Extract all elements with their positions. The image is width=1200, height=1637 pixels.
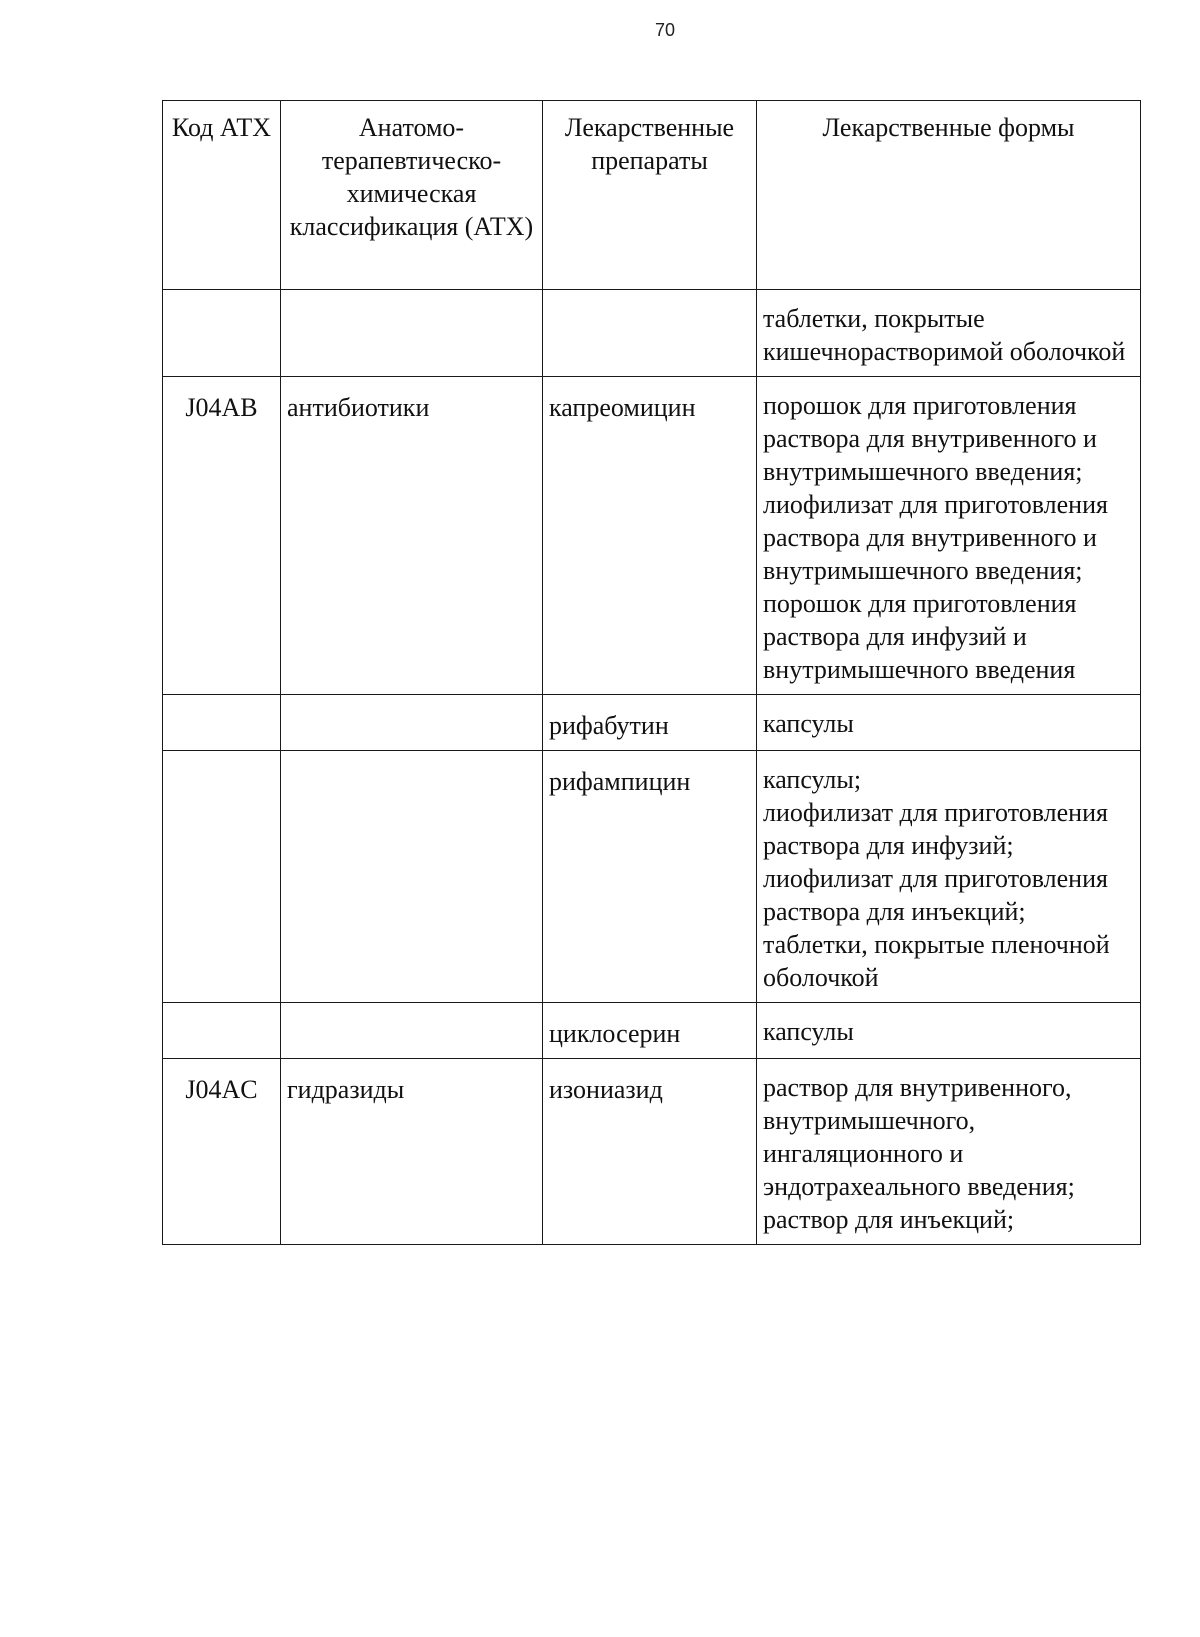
forms-cell [757, 1059, 1141, 1245]
form-item: раствор для инъекций; [763, 1205, 1015, 1234]
atx-code-cell: J04AB [163, 377, 281, 695]
form-item: порошок для приготовления раствора для инфузий и внутримышечного введения [763, 589, 1077, 684]
form-item: капсулы [763, 1017, 854, 1046]
atx-code-cell [163, 1003, 281, 1059]
classification-cell [281, 1003, 543, 1059]
forms-cell [757, 290, 1141, 377]
forms-cell [757, 751, 1141, 1003]
header-code: Код АТХ [163, 101, 281, 290]
drug-cell [543, 290, 757, 377]
forms-cell [757, 1003, 1141, 1059]
drug-cell: циклосерин [543, 1003, 757, 1059]
table-row [163, 377, 1141, 695]
form-item: лиофилизат для приготовления раствора для инъекций; [763, 864, 1108, 926]
page-number: 70 [654, 20, 676, 40]
classification-cell [281, 751, 543, 1003]
classification-cell [281, 695, 543, 751]
atx-code-cell: J04AC [163, 1059, 281, 1245]
form-item: раствор для внутривенного, внутримышечного, ингаляционного и эндотрахеального введения; [763, 1073, 1075, 1201]
form-item: лиофилизат для приготовления раствора для внутривенного и внутримышечного введения; [763, 490, 1108, 585]
drug-cell: рифампицин [543, 751, 757, 1003]
table-row [163, 695, 1141, 751]
form-item: лиофилизат для приготовления раствора для инфузий; [763, 798, 1108, 860]
atx-drug-table [162, 100, 1141, 1245]
atx-code-cell [163, 695, 281, 751]
header-classification: Анатомо-терапевтическо-химическая классификация (АТХ) [281, 101, 543, 290]
form-item: порошок для приготовления раствора для внутривенного и внутримышечного введения; [763, 391, 1097, 486]
table-row [163, 290, 1141, 377]
header-drugs: Лекарственные препараты [543, 101, 757, 290]
form-item: таблетки, покрытые пленочной оболочкой [763, 930, 1110, 992]
forms-cell [757, 695, 1141, 751]
drug-cell: рифабутин [543, 695, 757, 751]
classification-cell [281, 290, 543, 377]
form-item: таблетки, покрытые кишечнорастворимой оболочкой [763, 304, 1126, 366]
form-item: капсулы [763, 709, 854, 738]
atx-code-cell [163, 290, 281, 377]
table-row [163, 751, 1141, 1003]
table-header-row [163, 101, 1141, 290]
forms-cell [757, 377, 1141, 695]
drug-cell: капреомицин [543, 377, 757, 695]
header-forms: Лекарственные формы [757, 101, 1141, 290]
atx-code-cell [163, 751, 281, 1003]
table-row [163, 1059, 1141, 1245]
classification-cell: антибиотики [281, 377, 543, 695]
form-item: капсулы; [763, 765, 862, 794]
table-row [163, 1003, 1141, 1059]
drug-cell: изониазид [543, 1059, 757, 1245]
classification-cell: гидразиды [281, 1059, 543, 1245]
